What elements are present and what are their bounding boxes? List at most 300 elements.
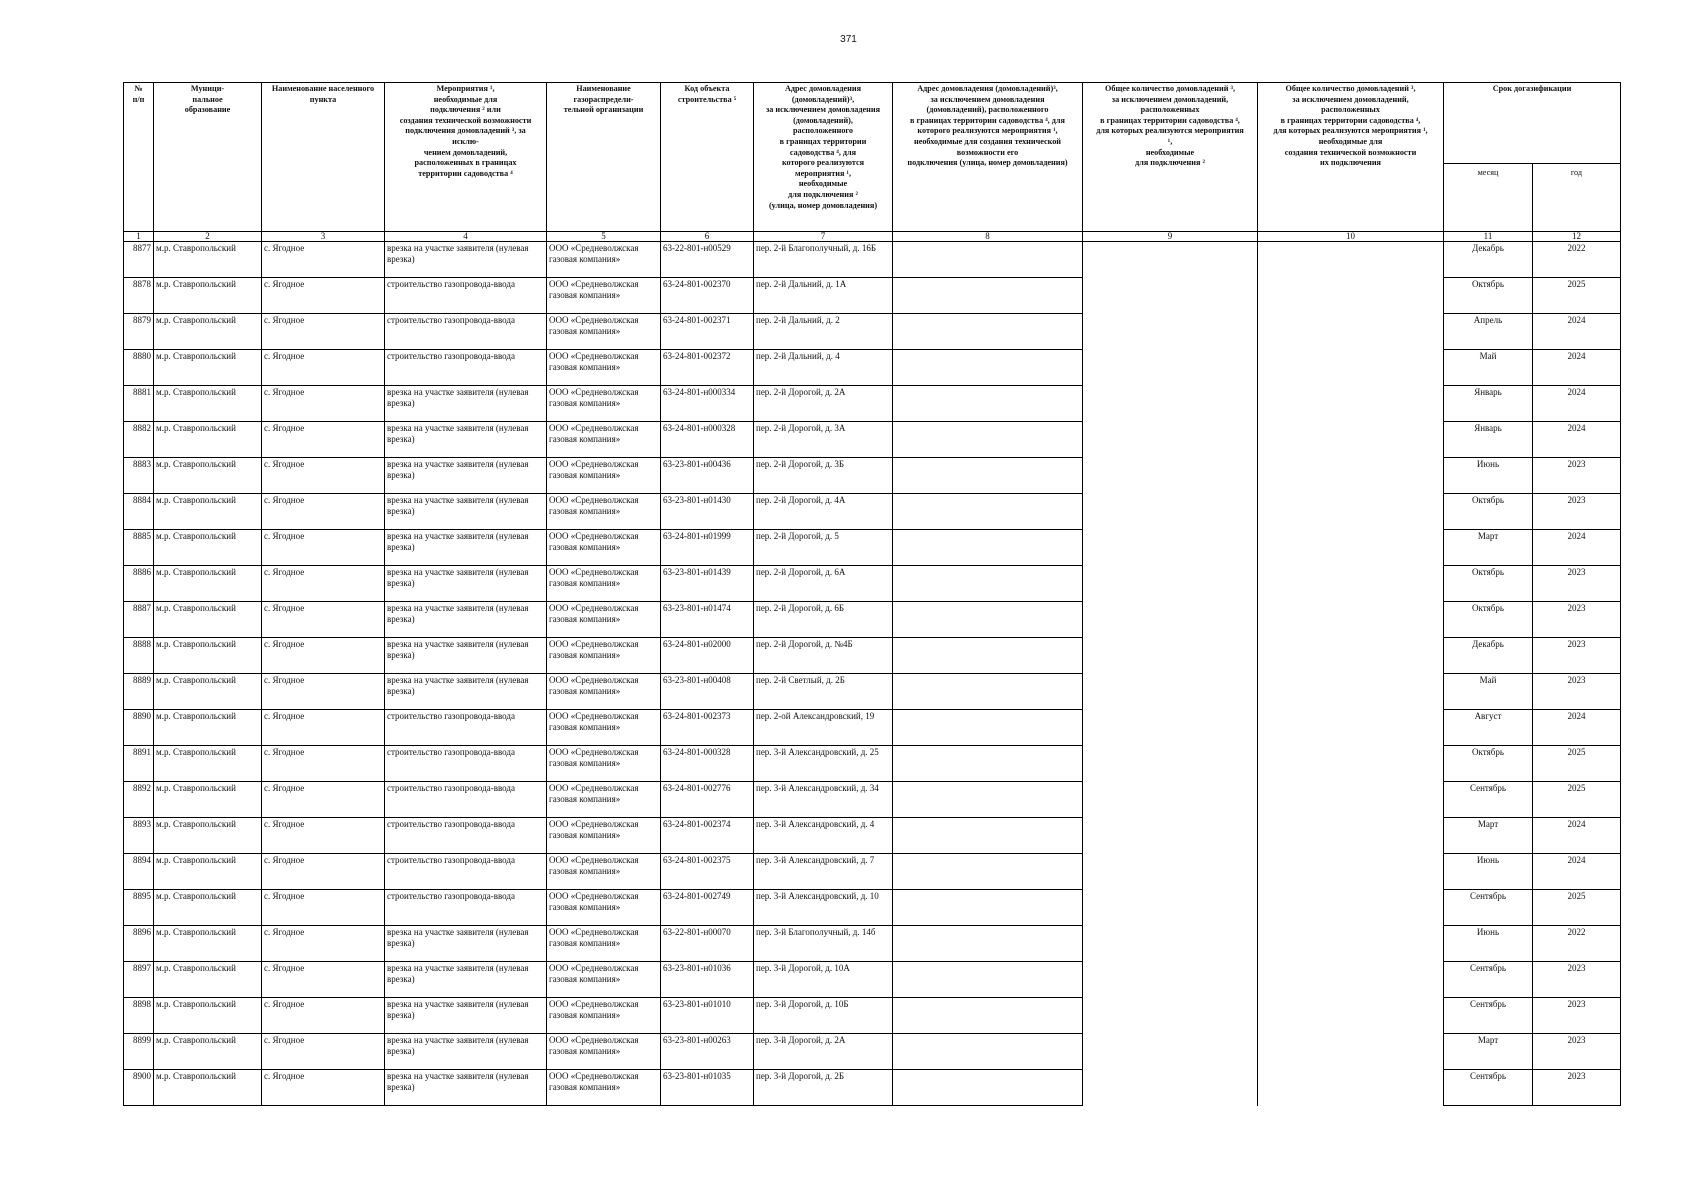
cell-address-technical [893, 602, 1083, 638]
cell-count-connection [1083, 638, 1258, 674]
cell-settlement: с. Ягодное [262, 854, 385, 890]
cell-address-technical [893, 386, 1083, 422]
cell-month: Май [1444, 674, 1533, 710]
cell-settlement: с. Ягодное [262, 782, 385, 818]
cell-year: 2022 [1533, 926, 1621, 962]
header-line: Муници- [190, 84, 225, 93]
cell-row-number: 8878 [124, 278, 154, 314]
header-line: подключения (улица, номер домовладения) [907, 158, 1068, 168]
cell-gas-organization: ООО «Средневолжская газовая компания» [547, 566, 661, 602]
table-row [124, 854, 1621, 890]
cell-gas-organization: ООО «Средневолжская газовая компания» [547, 998, 661, 1034]
table-row [124, 278, 1621, 314]
cell-row-number: 8880 [124, 350, 154, 386]
header-line: чением домовладений, [423, 147, 508, 157]
header-line: год [1570, 168, 1583, 177]
table-row [124, 782, 1621, 818]
cell-activity: врезка на участке заявителя (нулевая врезка) [385, 674, 547, 710]
table-row [124, 1034, 1621, 1070]
cell-count-connection [1083, 926, 1258, 962]
cell-municipality: м.р. Ставропольский [154, 242, 262, 278]
cell-activity: врезка на участке заявителя (нулевая врезка) [385, 998, 547, 1034]
header-line: ¹, [1167, 136, 1173, 146]
header-line: необходимые [798, 179, 848, 189]
column-number: 2 [154, 232, 262, 242]
header-line: за исключением домовладения [765, 105, 881, 115]
cell-gas-organization: ООО «Средневолжская газовая компания» [547, 242, 661, 278]
cell-address-connection: пер. 2-й Дорогой, д. 3А [754, 422, 893, 458]
header-line: исклю- [452, 136, 479, 146]
cell-year: 2023 [1533, 494, 1621, 530]
cell-object-code: 63-24-801-н02000 [661, 638, 754, 674]
cell-activity: врезка на участке заявителя (нулевая врезка) [385, 1070, 547, 1106]
header-activities [385, 83, 547, 232]
cell-municipality: м.р. Ставропольский [154, 962, 262, 998]
table-row [124, 494, 1621, 530]
table-row [124, 422, 1621, 458]
table-row [124, 386, 1621, 422]
cell-year: 2023 [1533, 1070, 1621, 1106]
cell-address-technical [893, 1034, 1083, 1070]
cell-gas-organization: ООО «Средневолжская газовая компания» [547, 530, 661, 566]
cell-municipality: м.р. Ставропольский [154, 710, 262, 746]
header-line: за исключением домовладений, [1292, 94, 1409, 104]
cell-address-technical [893, 818, 1083, 854]
cell-address-technical [893, 1070, 1083, 1106]
cell-object-code: 63-24-801-002370 [661, 278, 754, 314]
cell-address-technical [893, 890, 1083, 926]
cell-month: Июнь [1444, 854, 1533, 890]
cell-activity: строительство газопровода-ввода [385, 782, 547, 818]
cell-activity: врезка на участке заявителя (нулевая врезка) [385, 386, 547, 422]
page-number: 371 [840, 34, 857, 45]
header-line: Наименование населенного [271, 84, 375, 93]
header-line: за исключением домовладений, [1111, 94, 1229, 104]
cell-row-number: 8889 [124, 674, 154, 710]
column-number: 4 [385, 232, 547, 242]
cell-gas-organization: ООО «Средневолжская газовая компания» [547, 638, 661, 674]
header-month [1444, 164, 1533, 232]
cell-address-technical [893, 350, 1083, 386]
cell-activity: врезка на участке заявителя (нулевая врезка) [385, 458, 547, 494]
header-line: Код объекта [684, 84, 730, 93]
cell-row-number: 8888 [124, 638, 154, 674]
cell-activity: врезка на участке заявителя (нулевая врезка) [385, 1034, 547, 1070]
table-row [124, 674, 1621, 710]
cell-count-technical [1258, 1070, 1444, 1106]
table-row [124, 926, 1621, 962]
cell-address-technical [893, 278, 1083, 314]
header-line: образование [184, 105, 231, 115]
cell-year: 2024 [1533, 386, 1621, 422]
cell-row-number: 8883 [124, 458, 154, 494]
header-line: Общее количество домовладений ³, [1104, 84, 1236, 93]
cell-row-number: 8886 [124, 566, 154, 602]
header-year [1533, 164, 1621, 232]
cell-object-code: 63-24-801-н000328 [661, 422, 754, 458]
cell-gas-organization: ООО «Средневолжская газовая компания» [547, 1070, 661, 1106]
cell-row-number: 8899 [124, 1034, 154, 1070]
cell-settlement: с. Ягодное [262, 890, 385, 926]
cell-activity: строительство газопровода-ввода [385, 890, 547, 926]
cell-year: 2023 [1533, 1034, 1621, 1070]
table-row [124, 962, 1621, 998]
cell-count-connection [1083, 602, 1258, 638]
cell-gas-organization: ООО «Средневолжская газовая компания» [547, 674, 661, 710]
cell-count-connection [1083, 242, 1258, 278]
cell-count-technical [1258, 314, 1444, 350]
header-line: их подключения [1320, 158, 1381, 168]
cell-year: 2023 [1533, 566, 1621, 602]
cell-activity: врезка на участке заявителя (нулевая врезка) [385, 242, 547, 278]
header-line: в границах территории [779, 136, 867, 146]
cell-gas-organization: ООО «Средневолжская газовая компания» [547, 710, 661, 746]
cell-address-connection: пер. 2-й Дорогой, д. 2А [754, 386, 893, 422]
cell-object-code: 63-23-801-н00263 [661, 1034, 754, 1070]
cell-municipality: м.р. Ставропольский [154, 566, 262, 602]
cell-settlement: с. Ягодное [262, 746, 385, 782]
cell-year: 2024 [1533, 350, 1621, 386]
cell-municipality: м.р. Ставропольский [154, 818, 262, 854]
cell-settlement: с. Ягодное [262, 350, 385, 386]
table-row [124, 242, 1621, 278]
cell-object-code: 63-24-801-002373 [661, 710, 754, 746]
cell-object-code: 63-23-801-н01430 [661, 494, 754, 530]
column-number: 12 [1533, 232, 1621, 242]
cell-count-connection [1083, 890, 1258, 926]
table-row [124, 818, 1621, 854]
cell-gas-organization: ООО «Средневолжская газовая компания» [547, 422, 661, 458]
cell-address-connection: пер. 2-й Дорогой, д. 3Б [754, 458, 893, 494]
cell-year: 2024 [1533, 314, 1621, 350]
cell-month: Март [1444, 530, 1533, 566]
cell-count-connection [1083, 278, 1258, 314]
cell-municipality: м.р. Ставропольский [154, 998, 262, 1034]
header-line: необходимые для создания технической [913, 136, 1062, 146]
cell-year: 2024 [1533, 422, 1621, 458]
cell-settlement: с. Ягодное [262, 422, 385, 458]
cell-municipality: м.р. Ставропольский [154, 926, 262, 962]
header-line: необходимые [1145, 147, 1195, 157]
header-line: для подключения ² [1135, 158, 1205, 168]
column-number: 1 [124, 232, 154, 242]
header-line: расположенного [792, 126, 854, 136]
cell-activity: врезка на участке заявителя (нулевая врезка) [385, 926, 547, 962]
cell-address-technical [893, 674, 1083, 710]
cell-settlement: с. Ягодное [262, 566, 385, 602]
cell-gas-organization: ООО «Средневолжская газовая компания» [547, 350, 661, 386]
cell-month: Октябрь [1444, 278, 1533, 314]
cell-object-code: 63-24-801-н000334 [661, 386, 754, 422]
cell-month: Декабрь [1444, 242, 1533, 278]
header-gasification-term [1444, 83, 1621, 164]
cell-settlement: с. Ягодное [262, 998, 385, 1034]
cell-gas-organization: ООО «Средневолжская газовая компания» [547, 746, 661, 782]
table-row [124, 566, 1621, 602]
cell-object-code: 63-24-801-002374 [661, 818, 754, 854]
cell-object-code: 63-23-801-н01036 [661, 962, 754, 998]
cell-row-number: 8892 [124, 782, 154, 818]
cell-count-technical [1258, 530, 1444, 566]
cell-address-connection: пер. 3-й Дорогой, д. 10Б [754, 998, 893, 1034]
header-line: (домовладений), расположенного [926, 105, 1049, 115]
cell-settlement: с. Ягодное [262, 314, 385, 350]
table-row [124, 638, 1621, 674]
cell-address-connection: пер. 3-й Александровский, д. 4 [754, 818, 893, 854]
column-number: 5 [547, 232, 661, 242]
cell-address-connection: пер. 2-й Дальний, д. 1А [754, 278, 893, 314]
header-line: Мероприятия ¹, [436, 84, 495, 93]
cell-activity: строительство газопровода-ввода [385, 350, 547, 386]
cell-address-technical [893, 242, 1083, 278]
cell-month: Март [1444, 1034, 1533, 1070]
cell-year: 2022 [1533, 242, 1621, 278]
cell-count-technical [1258, 386, 1444, 422]
cell-count-technical [1258, 494, 1444, 530]
column-number: 8 [893, 232, 1083, 242]
cell-month: Август [1444, 710, 1533, 746]
cell-count-connection [1083, 1034, 1258, 1070]
header-row-number [124, 83, 154, 232]
cell-municipality: м.р. Ставропольский [154, 458, 262, 494]
cell-row-number: 8894 [124, 854, 154, 890]
cell-row-number: 8893 [124, 818, 154, 854]
cell-row-number: 8897 [124, 962, 154, 998]
cell-activity: строительство газопровода-ввода [385, 854, 547, 890]
header-gas-organization [547, 83, 661, 232]
header-line: (домовладений), [793, 115, 853, 125]
cell-year: 2024 [1533, 530, 1621, 566]
cell-address-connection: пер. 2-й Дорогой, д. 5 [754, 530, 893, 566]
cell-municipality: м.р. Ставропольский [154, 350, 262, 386]
cell-row-number: 8896 [124, 926, 154, 962]
column-number: 3 [262, 232, 385, 242]
cell-month: Сентябрь [1444, 962, 1533, 998]
cell-count-connection [1083, 494, 1258, 530]
cell-municipality: м.р. Ставропольский [154, 674, 262, 710]
cell-activity: строительство газопровода-ввода [385, 818, 547, 854]
table-row [124, 350, 1621, 386]
cell-settlement: с. Ягодное [262, 494, 385, 530]
column-number: 7 [754, 232, 893, 242]
header-line: подключения домовладений ³, за [405, 126, 526, 136]
table-row [124, 530, 1621, 566]
cell-count-technical [1258, 422, 1444, 458]
cell-count-technical [1258, 782, 1444, 818]
cell-count-connection [1083, 314, 1258, 350]
cell-municipality: м.р. Ставропольский [154, 602, 262, 638]
column-number: 11 [1444, 232, 1533, 242]
cell-object-code: 63-22-801-н00529 [661, 242, 754, 278]
cell-year: 2024 [1533, 854, 1621, 890]
cell-address-technical [893, 422, 1083, 458]
header-line: садоводства ⁴, для [789, 147, 857, 157]
cell-count-technical [1258, 458, 1444, 494]
cell-count-connection [1083, 746, 1258, 782]
cell-settlement: с. Ягодное [262, 818, 385, 854]
cell-month: Сентябрь [1444, 890, 1533, 926]
cell-count-connection [1083, 998, 1258, 1034]
table-header [124, 83, 1621, 242]
cell-month: Сентябрь [1444, 1070, 1533, 1106]
cell-address-technical [893, 926, 1083, 962]
cell-activity: строительство газопровода-ввода [385, 314, 547, 350]
cell-address-technical [893, 710, 1083, 746]
cell-month: Апрель [1444, 314, 1533, 350]
cell-gas-organization: ООО «Средневолжская газовая компания» [547, 854, 661, 890]
cell-row-number: 8884 [124, 494, 154, 530]
header-line: для которых реализуются мероприятия ¹, [1273, 126, 1428, 136]
cell-settlement: с. Ягодное [262, 710, 385, 746]
cell-count-connection [1083, 350, 1258, 386]
header-line: необходимые для [433, 94, 498, 104]
cell-month: Июнь [1444, 926, 1533, 962]
cell-settlement: с. Ягодное [262, 278, 385, 314]
cell-municipality: м.р. Ставропольский [154, 1070, 262, 1106]
cell-address-technical [893, 638, 1083, 674]
header-line: Срок догазификации [1492, 84, 1572, 93]
header-line: газораспредели- [573, 94, 634, 104]
cell-address-connection: пер. 2-й Дорогой, д. 4А [754, 494, 893, 530]
header-line: для которых реализуются мероприятия [1096, 126, 1244, 136]
header-line: которого реализуются [781, 158, 865, 168]
header-line: создания технической возможности [399, 115, 532, 125]
cell-count-technical [1258, 926, 1444, 962]
cell-object-code: 63-22-801-н00070 [661, 926, 754, 962]
cell-activity: врезка на участке заявителя (нулевая врезка) [385, 530, 547, 566]
cell-settlement: с. Ягодное [262, 242, 385, 278]
table-row [124, 890, 1621, 926]
header-line: тельной организации [563, 105, 644, 115]
cell-row-number: 8900 [124, 1070, 154, 1106]
cell-row-number: 8895 [124, 890, 154, 926]
cell-object-code: 63-23-801-н00408 [661, 674, 754, 710]
cell-count-technical [1258, 818, 1444, 854]
cell-count-technical [1258, 854, 1444, 890]
cell-row-number: 8881 [124, 386, 154, 422]
cell-settlement: с. Ягодное [262, 926, 385, 962]
cell-object-code: 63-24-801-002371 [661, 314, 754, 350]
cell-municipality: м.р. Ставропольский [154, 854, 262, 890]
header-line: Общее количество домовладений ³, [1285, 84, 1416, 93]
cell-address-connection: пер. 3-й Дорогой, д. 10А [754, 962, 893, 998]
cell-count-connection [1083, 530, 1258, 566]
cell-count-technical [1258, 242, 1444, 278]
cell-count-technical [1258, 1034, 1444, 1070]
cell-row-number: 8877 [124, 242, 154, 278]
cell-municipality: м.р. Ставропольский [154, 1034, 262, 1070]
cell-address-technical [893, 962, 1083, 998]
cell-address-connection: пер. 2-й Дорогой, д. 6А [754, 566, 893, 602]
table-body [124, 242, 1621, 1106]
cell-gas-organization: ООО «Средневолжская газовая компания» [547, 458, 661, 494]
cell-row-number: 8891 [124, 746, 154, 782]
cell-year: 2023 [1533, 674, 1621, 710]
header-count-technical [1258, 83, 1444, 232]
cell-month: Май [1444, 350, 1533, 386]
table-row [124, 710, 1621, 746]
table-row [124, 1070, 1621, 1106]
header-line: за исключением домовладения [930, 94, 1045, 104]
cell-address-connection: пер. 3-й Александровский, д. 10 [754, 890, 893, 926]
cell-row-number: 8898 [124, 998, 154, 1034]
cell-address-connection: пер. 3-й Дорогой, д. 2Б [754, 1070, 893, 1106]
cell-gas-organization: ООО «Средневолжская газовая компания» [547, 1034, 661, 1070]
cell-object-code: 63-23-801-н01035 [661, 1070, 754, 1106]
cell-settlement: с. Ягодное [262, 458, 385, 494]
header-line: п/п [132, 94, 145, 104]
cell-row-number: 8887 [124, 602, 154, 638]
cell-count-connection [1083, 854, 1258, 890]
cell-month: Декабрь [1444, 638, 1533, 674]
cell-activity: строительство газопровода-ввода [385, 278, 547, 314]
cell-address-technical [893, 494, 1083, 530]
cell-year: 2025 [1533, 782, 1621, 818]
cell-year: 2025 [1533, 278, 1621, 314]
header-line: (улица, номер домовладения) [768, 200, 878, 210]
header-line: № [134, 84, 143, 93]
cell-object-code: 63-23-801-н01010 [661, 998, 754, 1034]
cell-year: 2023 [1533, 962, 1621, 998]
cell-address-connection: пер. 2-й Дальний, д. 4 [754, 350, 893, 386]
cell-year: 2023 [1533, 458, 1621, 494]
gasification-register-table [123, 82, 1621, 1106]
cell-count-connection [1083, 674, 1258, 710]
header-line: пункта [309, 94, 337, 104]
cell-settlement: с. Ягодное [262, 386, 385, 422]
cell-municipality: м.р. Ставропольский [154, 530, 262, 566]
cell-activity: строительство газопровода-ввода [385, 746, 547, 782]
cell-municipality: м.р. Ставропольский [154, 782, 262, 818]
cell-address-technical [893, 782, 1083, 818]
cell-month: Март [1444, 818, 1533, 854]
cell-count-connection [1083, 962, 1258, 998]
table-row [124, 458, 1621, 494]
cell-count-technical [1258, 350, 1444, 386]
cell-count-connection [1083, 386, 1258, 422]
cell-object-code: 63-24-801-002749 [661, 890, 754, 926]
cell-row-number: 8890 [124, 710, 154, 746]
cell-year: 2023 [1533, 998, 1621, 1034]
header-line: расположенных [1321, 105, 1380, 115]
cell-month: Октябрь [1444, 494, 1533, 530]
cell-settlement: с. Ягодное [262, 530, 385, 566]
cell-year: 2025 [1533, 890, 1621, 926]
cell-address-technical [893, 854, 1083, 890]
header-municipality [154, 83, 262, 232]
cell-count-technical [1258, 278, 1444, 314]
cell-municipality: м.р. Ставропольский [154, 746, 262, 782]
header-line: Наименование [576, 84, 631, 93]
cell-gas-organization: ООО «Средневолжская газовая компания» [547, 890, 661, 926]
cell-address-connection: пер. 2-й Дорогой, д. 6Б [754, 602, 893, 638]
cell-count-connection [1083, 422, 1258, 458]
cell-gas-organization: ООО «Средневолжская газовая компания» [547, 278, 661, 314]
header-line: подключения ² или [430, 105, 501, 115]
cell-object-code: 63-23-801-н00436 [661, 458, 754, 494]
header-line: Адрес домовладения (домовладений)³, [917, 84, 1058, 93]
header-line: в границах территории садоводства ⁴, для [910, 115, 1065, 125]
cell-municipality: м.р. Ставропольский [154, 890, 262, 926]
header-line: в границах территории садоводства ⁴, [1280, 115, 1421, 125]
cell-count-technical [1258, 602, 1444, 638]
header-line: которого реализуются мероприятия ¹, [917, 126, 1058, 136]
header-line: месяц [1477, 168, 1499, 177]
cell-year: 2025 [1533, 746, 1621, 782]
cell-address-connection: пер. 2-й Светлый, д. 2Б [754, 674, 893, 710]
cell-address-technical [893, 530, 1083, 566]
cell-gas-organization: ООО «Средневолжская газовая компания» [547, 926, 661, 962]
